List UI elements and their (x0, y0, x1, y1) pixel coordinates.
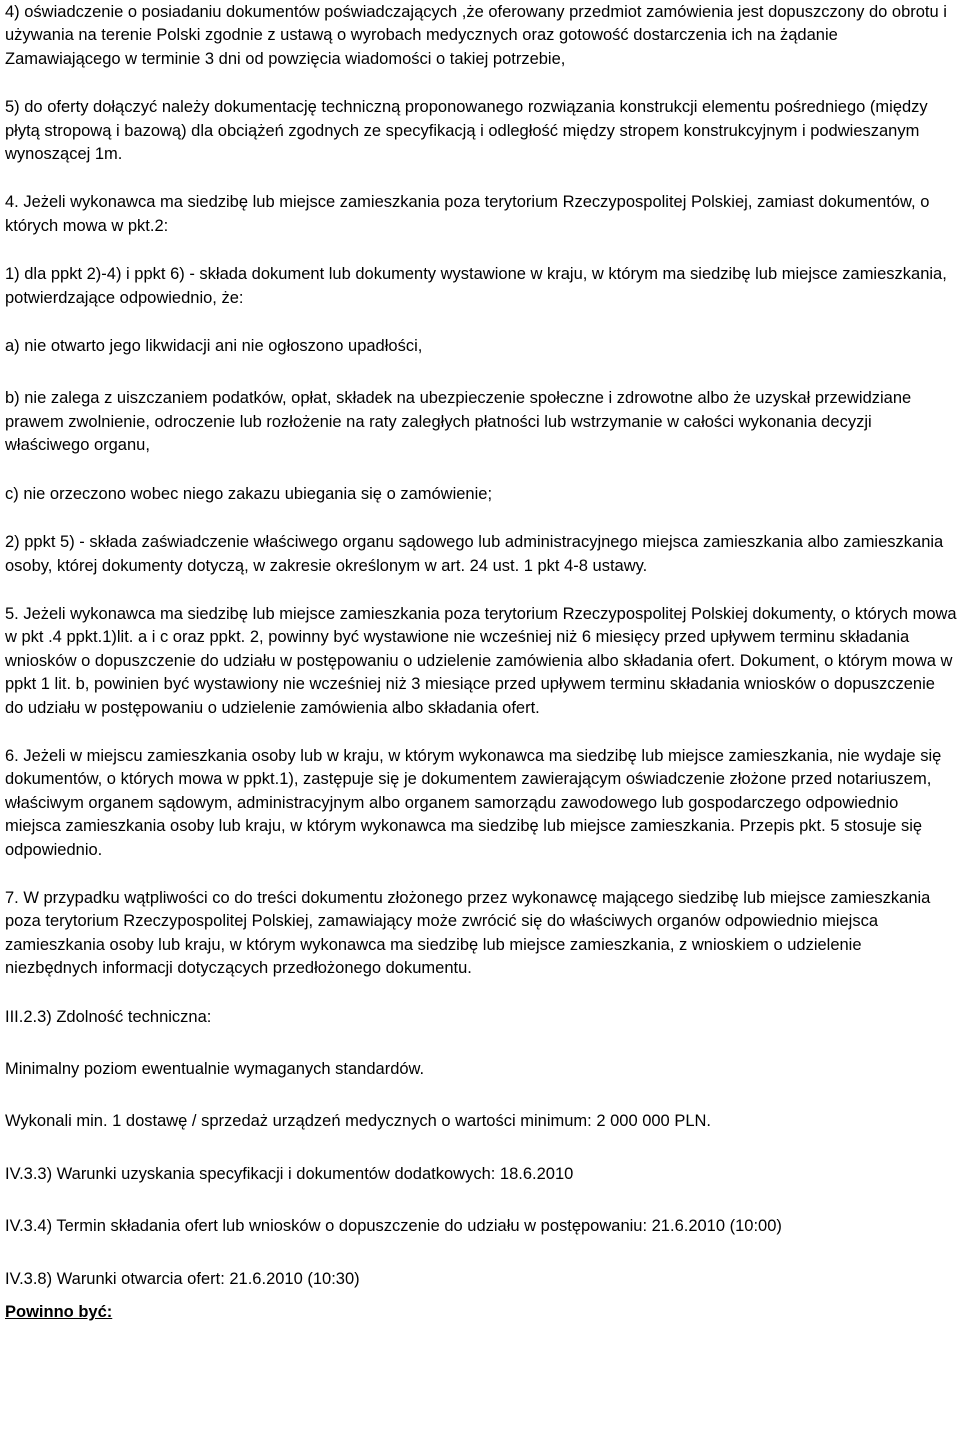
paragraph-point-4-1: 1) dla ppkt 2)-4) i ppkt 6) - składa dokument lub dokumenty wystawione w kraju, w którym ma siedzibę lub miejsce zamieszkania, potwierdzające odpowiednio, że: (5, 265, 947, 307)
paragraph-wykonali-min: Wykonali min. 1 dostawę / sprzedaż urządzeń medycznych o wartości minimum: 2 000 000 PLN. (5, 1112, 711, 1131)
paragraph-dokumentacja-techniczna: 5) do oferty dołączyć należy dokumentację techniczną proponowanego rozwiązania konstrukcji elementu pośredniego (między płytą stropową i bazową) dla obciążeń zgodnych ze specyfikacją i odległość między stropem konstrukcyjnym i podwieszanym wynoszącej 1m. (5, 98, 928, 164)
paragraph-point-4-1-c: c) nie orzeczono wobec niego zakazu ubiegania się o zamówienie; (5, 484, 493, 503)
heading-powinno-byc (5, 1301, 957, 1324)
section-heading-zdolnosc-techniczna: III.2.3) Zdolność techniczna: (5, 1007, 212, 1026)
paragraph-minimalny-poziom: Minimalny poziom ewentualnie wymaganych standardów. (5, 1060, 425, 1078)
paragraph-point-4-1-b: b) nie zalega z uiszczaniem podatków, opłat, składek na ubezpieczenie społeczne i zdrowotne albo że uzyskał przewidziane prawem zwolnienie, odroczenie lub rozłożenie na raty zaległych płatności lub wstrzymanie w całości wykonania decyzji właściwego organu, (5, 389, 912, 455)
document-page (5, 1, 957, 1349)
paragraph-point-7: 7. W przypadku wątpliwości co do treści dokumentu złożonego przez wykonawcę mającego siedzibę lub miejsce zamieszkania poza terytorium Rzeczypospolitej Polskiej, zamawiający może zwrócić się do właściwych organów odpowiednio miejsca zamieszkania osoby lub kraju, w którym wykonawca ma siedzibę lub miejsce zamieszkania, z wnioskiem o udzielenie niezbędnych informacji dotyczących przedłożonego dokumentu. (5, 888, 931, 978)
section-iv-3-4: IV.3.4) Termin składania ofert lub wniosków o dopuszczenie do udziału w postępowaniu: 21.6.2010 (10:00) (5, 1217, 782, 1236)
paragraph-point-4-2: 2) ppkt 5) - składa zaświadczenie właściwego organu sądowego lub administracyjnego miejsca zamieszkania albo zamieszkania osoby, której dokumenty dotyczą, w zakresie określonym w art. 24 ust. 1 pkt 4-8 ustawy. (5, 533, 944, 575)
paragraph-point-4: 4. Jeżeli wykonawca ma siedzibę lub miejsce zamieszkania poza terytorium Rzeczypospolitej Polskiej, zamiast dokumentów, o których mowa w pkt.2: (5, 193, 930, 235)
paragraph-point-6: 6. Jeżeli w miejscu zamieszkania osoby lub w kraju, w którym wykonawca ma siedzibę lub miejsce zamieszkania, nie wydaje się dokumentów, o których mowa w ppkt.1), zastępuje się je dokumentem zawierającym oświadczenie złożone przed notariuszem, właściwym organem sądowym, administracyjnym albo organem samorządu zawodowego lub gospodarczego odpowiednio miejsca zamieszkania osoby lub kraju, w którym wykonawca ma siedzibę lub miejsce zamieszkania. Przepis pkt. 5 stosuje się odpowiednio. (5, 746, 942, 859)
paragraph-point-4-1-a: a) nie otwarto jego likwidacji ani nie ogłoszono upadłości, (5, 337, 423, 356)
paragraph-point-5: 5. Jeżeli wykonawca ma siedzibę lub miejsce zamieszkania poza terytorium Rzeczypospolitej Polskiej dokumenty, o których mowa w pkt .4 ppkt.1)lit. a i c oraz ppkt. 2, powinny być wystawione nie wcześniej niż 6 miesięcy przed upływem terminu składania wniosków o dopuszczenie do udziału w postępowaniu o udzielenie zamówienia albo składania ofert. Dokument, o którym mowa w ppkt 1 lit. b, powinien być wystawiony nie wcześniej niż 3 miesiące przed upływem terminu składania wniosków o dopuszczenie do udziału w postępowaniu o udzielenie zamówienia albo składania ofert. (5, 604, 957, 717)
section-iv-3-3: IV.3.3) Warunki uzyskania specyfikacji i dokumentów dodatkowych: 18.6.2010 (5, 1164, 574, 1183)
heading-powinno-byc-text: Powinno być: (5, 1303, 113, 1322)
paragraph-oswiadczenie-dokumenty: 4) oświadczenie o posiadaniu dokumentów poświadczających ,że oferowany przedmiot zamówienia jest dopuszczony do obrotu i używania na terenie Polski zgodnie z ustawą o wyrobach medycznych oraz gotowość dostarczenia ich na żądanie Zamawiającego w terminie 3 dni od powzięcia wiadomości o takiej potrzebie, (5, 3, 947, 68)
section-iv-3-8: IV.3.8) Warunki otwarcia ofert: 21.6.2010 (10:30) (5, 1269, 360, 1288)
